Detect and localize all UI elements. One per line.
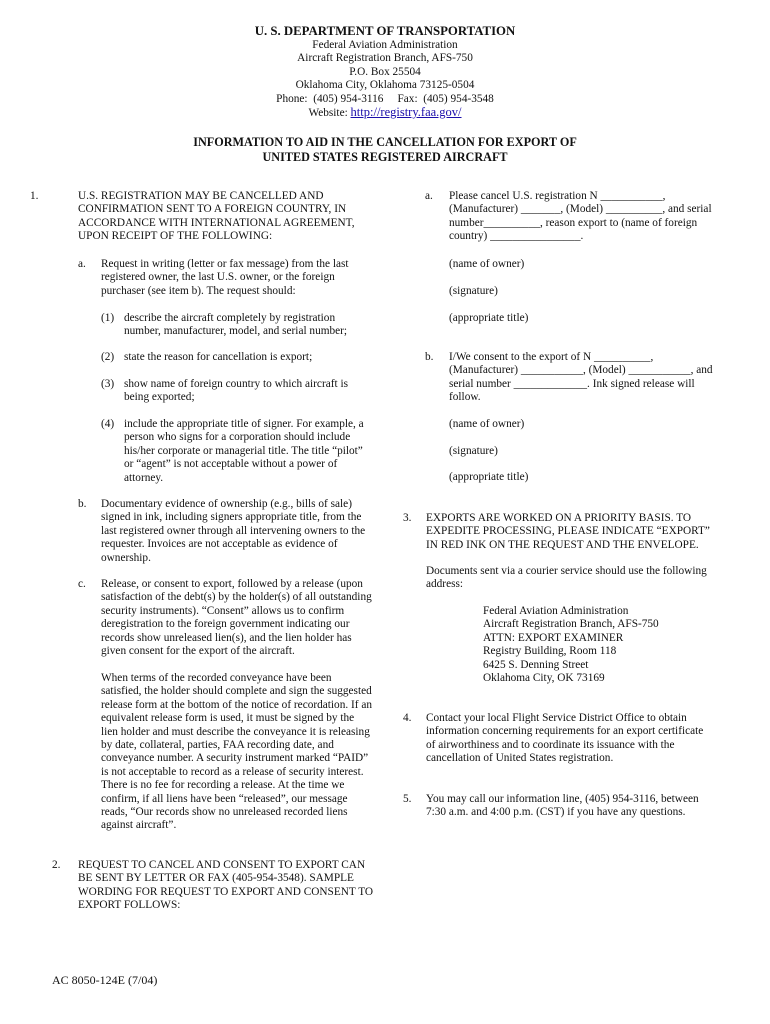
courier-note: Documents sent via a courier service should use the following address: <box>426 565 707 591</box>
item1a1-number: (1) <box>101 312 115 324</box>
item4-number: 4. <box>403 712 412 724</box>
address-line: 6425 S. Denning Street <box>483 658 589 671</box>
item1a-number: a. <box>78 258 86 270</box>
item1c-text-release: When terms of the recorded conveyance have been satisfied, the holder should complete and sign the suggested release form at the bottom of the notice of recordation. If an equivalent release form is used, it must be signed by the lien holder and must describe the conveyance it is releasing by date, collateral, parties, FAA recording date, and conveyance number. A security instrument marked “PAID” is not acceptable to record as a release of security interest. There is no fee for recording a release. At the time we confirm, if all liens have been “released”, our message reads, “Our records show no unreleased recorded liens against aircraft”. <box>101 672 373 832</box>
item1a1-text: describe the aircraft completely by registration number, manufacturer, model, and serial number; <box>124 312 348 338</box>
sample-a-number: a. <box>425 190 433 202</box>
doc-title-line1: INFORMATION TO AID IN THE CANCELLATION FOR EXPORT OF <box>193 135 577 149</box>
header-line-city: Oklahoma City, Oklahoma 73125-0504 <box>295 79 475 91</box>
doc-title-line2: UNITED STATES REGISTERED AIRCRAFT <box>262 150 508 164</box>
sample-b-title: (appropriate title) <box>449 471 529 483</box>
courier-address <box>483 605 659 685</box>
item1a4-number: (4) <box>101 418 115 430</box>
header-line-branch: Aircraft Registration Branch, AFS-750 <box>297 52 473 64</box>
item1a2-text: state the reason for cancellation is export; <box>124 351 313 363</box>
sample-a-owner: (name of owner) <box>449 258 525 270</box>
item4-text: Contact your local Flight Service District Office to obtain information concerning requirements for an export certificate of airworthiness and to coordinate its issuance with the cancellation of United States registration. <box>426 712 704 765</box>
sample-b-signature: (signature) <box>449 445 498 457</box>
item5-text: You may call our information line, (405) 954-3116, between 7:30 a.m. and 4:00 p.m. (CST) if you have any questions. <box>426 793 699 819</box>
item1b-text: Documentary evidence of ownership (e.g., bills of sale) signed in ink, including signers appropriate title, from the last registered owner through all intervening owners to the requester. Invoices are not acceptable as evidence of ownership. <box>101 498 366 564</box>
address-line: Oklahoma City, OK 73169 <box>483 672 605 685</box>
item1c-number: c. <box>78 578 86 590</box>
header-line-phone: Phone: (405) 954-3116 Fax: (405) 954-3548 <box>276 93 494 105</box>
address-line: Registry Building, Room 118 <box>483 645 617 658</box>
sample-a-signature: (signature) <box>449 285 498 297</box>
website-link[interactable]: http://registry.faa.gov/ <box>350 105 462 119</box>
item1a-text: Request in writing (letter or fax message) from the last registered owner, the last U.S. owner, or the foreign purchaser (see item b). The request should: <box>101 258 349 297</box>
address-line: Aircraft Registration Branch, AFS-750 <box>483 618 659 631</box>
item3-number: 3. <box>403 512 412 524</box>
header-line-agency: Federal Aviation Administration <box>312 39 458 51</box>
department-title: U. S. DEPARTMENT OF TRANSPORTATION <box>254 24 516 38</box>
sample-b-number: b. <box>425 351 434 363</box>
item1a3-number: (3) <box>101 378 115 390</box>
form-number: AC 8050-124E (7/04) <box>52 973 158 987</box>
item1-text: U.S. REGISTRATION MAY BE CANCELLED AND CONFIRMATION SENT TO A FOREIGN COUNTRY, IN ACCORDANCE WITH INTERNATIONAL AGREEMENT, UPON RECEIPT OF THE FOLLOWING: <box>78 190 355 243</box>
sample-a-title: (appropriate title) <box>449 312 529 324</box>
address-line: Federal Aviation Administration <box>483 605 629 617</box>
item5-number: 5. <box>403 793 412 805</box>
website-label: Website: <box>308 107 348 119</box>
address-line: ATTN: EXPORT EXAMINER <box>483 631 624 644</box>
item3-text: EXPORTS ARE WORKED ON A PRIORITY BASIS. TO EXPEDITE PROCESSING, PLEASE INDICATE “EXPORT” IN RED INK ON THE REQUEST AND THE ENVELOPE. <box>426 512 710 551</box>
item1a3-text: show name of foreign country to which aircraft is being exported; <box>124 378 348 404</box>
item1a2-number: (2) <box>101 351 115 363</box>
item1a4-text: include the appropriate title of signer. For example, a person who signs for a corporation should include his/her corporate or managerial title. The title “pilot” or “agent” is not acceptable without a power of attorney. <box>124 418 364 484</box>
header-website <box>0 106 770 120</box>
item2-number: 2. <box>52 859 61 871</box>
sample-a-text: Please cancel U.S. registration N ___________, (Manufacturer) _______, (Model) __________, and serial number__________, reason export to (name of foreign country) ________________. <box>449 190 712 243</box>
sample-b-text: I/We consent to the export of N __________, (Manufacturer) ___________, (Model) ___________, and serial number _____________. Ink signed release will follow. <box>449 351 713 404</box>
item1b-number: b. <box>78 498 87 510</box>
item1c-text: Release, or consent to export, followed by a release (upon satisfaction of the debt(s) by the holder(s) of all outstanding security instruments). “Consent” allows us to confirm deregistration to the foreign government indicating our records show unreleased lien(s), and the lien holder has given consent for the export of the aircraft. <box>101 578 372 658</box>
item1-number: 1. <box>30 190 39 202</box>
header-line-pobox: P.O. Box 25504 <box>349 66 421 78</box>
item2-text: REQUEST TO CANCEL AND CONSENT TO EXPORT CAN BE SENT BY LETTER OR FAX (405-954-3548). SAMPLE WORDING FOR REQUEST TO EXPORT AND CONSENT TO EXPORT FOLLOWS: <box>78 859 374 912</box>
sample-b-owner: (name of owner) <box>449 418 525 430</box>
